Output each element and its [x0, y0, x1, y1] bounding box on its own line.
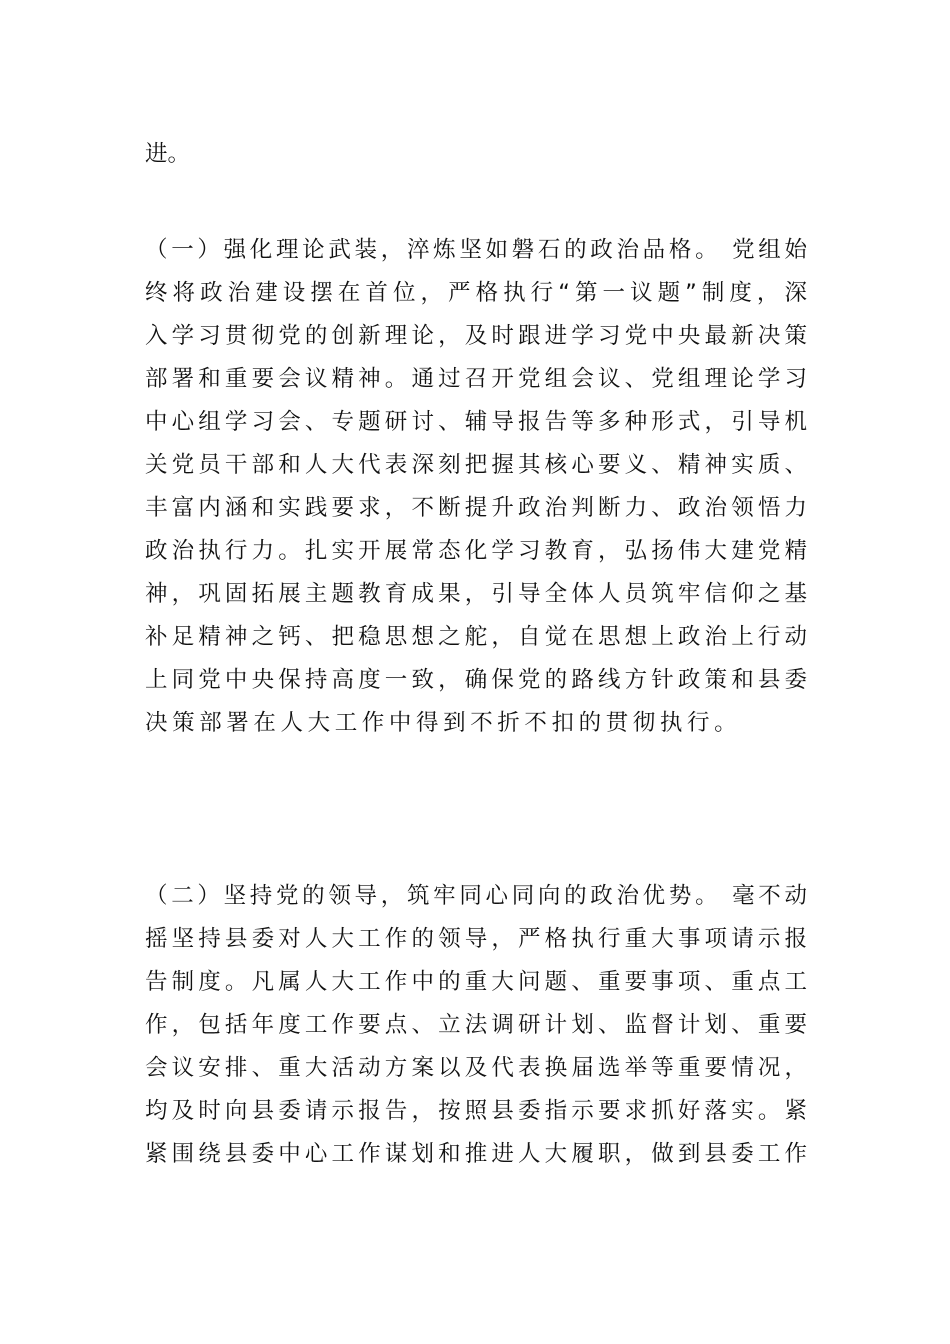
- section-1-heading-line: （一）强化理论武装，淬炼坚如磐石的政治品格。 党组始: [145, 237, 807, 263]
- paragraph-last-line: 决策部署在人大工作中得到不折不扣的贯彻执行。: [145, 710, 742, 736]
- paragraph-line: 神，巩固拓展主题教育成果，引导全体人员筑牢信仰之基: [145, 581, 807, 607]
- paragraph-line: 均及时向县委请示报告，按照县委指示要求抓好落实。紧: [145, 1098, 807, 1124]
- paragraph-line: 关党员干部和人大代表深刻把握其核心要义、精神实质、: [145, 452, 807, 478]
- section-2-heading-line: （二）坚持党的领导，筑牢同心同向的政治优势。 毫不动: [145, 883, 807, 909]
- paragraph-line: 政治执行力。扎实开展常态化学习教育，弘扬伟大建党精: [145, 538, 807, 564]
- paragraph-line: 中心组学习会、专题研讨、辅导报告等多种形式，引导机: [145, 409, 807, 435]
- paragraph-line: 终将政治建设摆在首位，严格执行“第一议题”制度，深: [145, 280, 807, 306]
- paragraph-line: 作，包括年度工作要点、立法调研计划、监督计划、重要: [145, 1012, 807, 1038]
- paragraph-line: 上同党中央保持高度一致，确保党的路线方针政策和县委: [145, 667, 807, 693]
- paragraph-line: 告制度。凡属人大工作中的重大问题、重要事项、重点工: [145, 969, 807, 995]
- paragraph-line: 紧围绕县委中心工作谋划和推进人大履职，做到县委工作: [145, 1141, 807, 1167]
- paragraph-line: 会议安排、重大活动方案以及代表换届选举等重要情况，: [145, 1055, 807, 1081]
- paragraph-line: 部署和重要会议精神。通过召开党组会议、党组理论学习: [145, 366, 807, 392]
- paragraph-line: 入学习贯彻党的创新理论，及时跟进学习党中央最新决策: [145, 323, 807, 349]
- paragraph-fragment-line: 进。: [145, 141, 191, 167]
- paragraph-line: 丰富内涵和实践要求，不断提升政治判断力、政治领悟力: [145, 495, 807, 521]
- paragraph-line: 补足精神之钙、把稳思想之舵，自觉在思想上政治上行动: [145, 624, 807, 650]
- paragraph-line: 摇坚持县委对人大工作的领导，严格执行重大事项请示报: [145, 926, 807, 952]
